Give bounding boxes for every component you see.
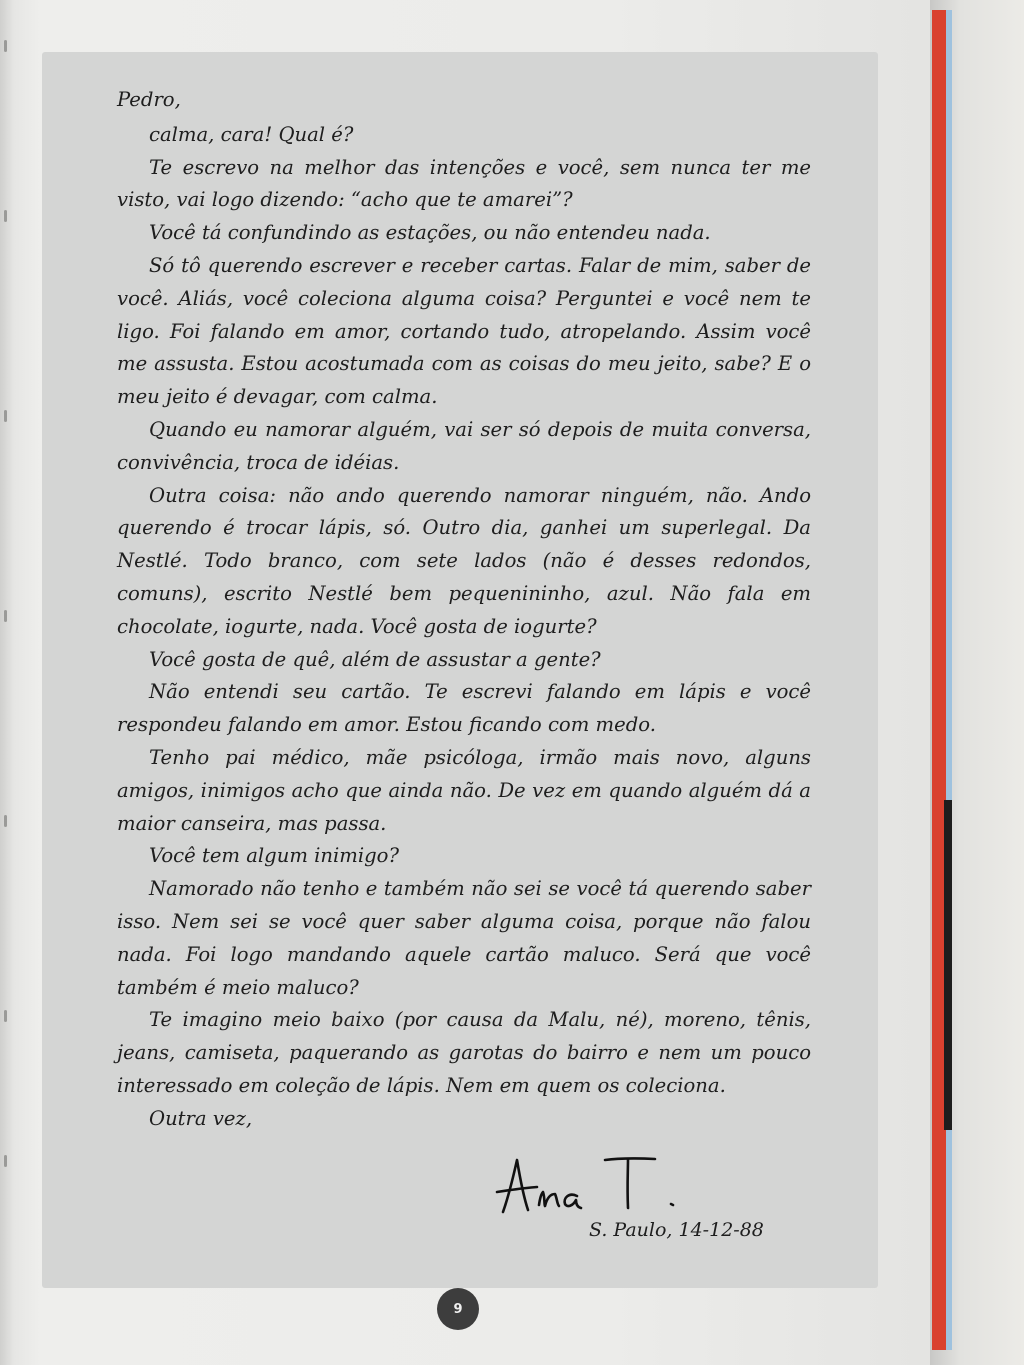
letter-paragraph: Namorado não tenho e também não sei se você tá querendo saber isso. Nem sei se você quer saber alguma coisa, porque não falou nada. Foi logo mandando aquele cartão maluco. Será que você também é meio maluco? [117,877,811,999]
binding-mark [4,410,7,422]
letter-paragraph: Só tô querendo escrever e receber cartas. Falar de mim, saber de você. Aliás, você coleciona alguma coisa? Perguntei e você nem te ligo. Foi falando em amor, cortando tudo, atropelando. Assim você me assusta. Estou acostumada com as coisas do meu jeito, sabe? E o meu jeito é devagar, com calma. [117,253,811,409]
cover-red-strip [932,10,946,1350]
letter-paragraph: Você gosta de quê, além de assustar a gente? [149,647,601,671]
binding-mark [4,815,7,827]
letter-paragraph: Te imagino meio baixo (por causa da Malu, né), moreno, tênis, jeans, camiseta, paquerando as garotas do bairro e nem um pouco interessado em coleção de lápis. Nem em quem os coleciona. [117,1008,811,1097]
binding-mark [4,40,7,52]
letter-salutation: Pedro, [117,88,181,111]
binding-mark [4,610,7,622]
cover-black-band [944,800,952,1130]
binding-mark [4,1155,7,1167]
letter-paragraph: Quando eu namorar alguém, vai ser só depois de muita conversa, convivência, troca de idéias. [117,417,811,474]
binding-mark [4,1010,7,1022]
letter-body [117,84,811,1136]
cover-blue-strip [946,10,952,1350]
letter-paragraph: Te escrevo na melhor das intenções e você, sem nunca ter me visto, vai logo dizendo: “acho que te amarei”? [117,155,811,212]
letter-paragraph: Não entendi seu cartão. Te escrevi falando em lápis e você respondeu falando em amor. Estou ficando com medo. [117,680,811,737]
page-number: 9 [437,1288,479,1330]
letter-place-date: S. Paulo, 14-12-88 [589,1219,764,1241]
letter-closing: Outra vez, [149,1106,253,1130]
letter-paragraph: Você tem algum inimigo? [149,844,399,868]
handwritten-signature [495,1150,695,1220]
letter-paragraph: Você tá confundindo as estações, ou não entendeu nada. [149,221,711,245]
binding-mark [4,210,7,222]
letter-paragraph: Outra coisa: não ando querendo namorar ninguém, não. Ando querendo é trocar lápis, só. Outro dia, ganhei um superlegal. Da Nestlé. Todo branco, com sete lados (não é desses redondos, comuns), escrito Nestlé bem pequenininho, azul. Não fala em chocolate, iogurte, nada. Você gosta de iogurte? [117,483,811,638]
letter-paragraph: Tenho pai médico, mãe psicóloga, irmão mais novo, alguns amigos, inimigos acho que ainda não. De vez em quando alguém dá a maior canseira, mas passa. [117,745,811,835]
letter-paragraph: calma, cara! Qual é? [149,122,354,146]
